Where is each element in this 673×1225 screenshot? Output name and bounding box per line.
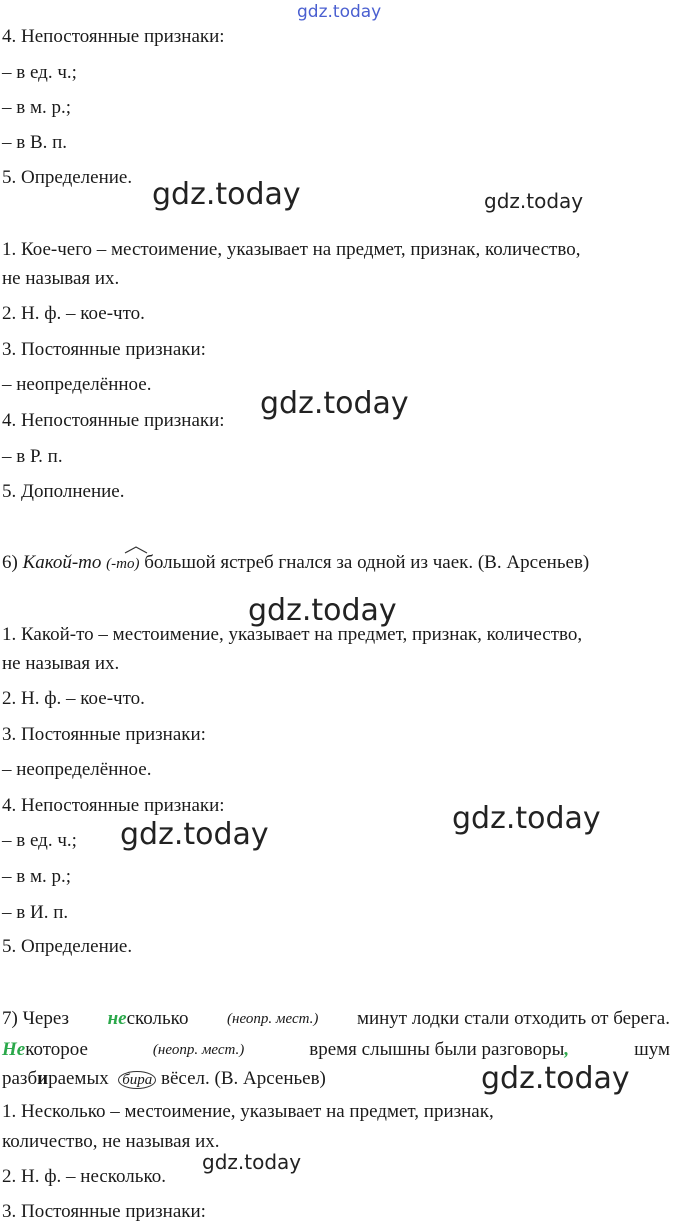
watermark: gdz.today bbox=[481, 1061, 630, 1096]
text-line: – в м. р.; bbox=[2, 866, 72, 887]
text-line: не называя их. bbox=[2, 268, 120, 289]
sentence-text: минут лодки стали отходить от берега. bbox=[356, 1008, 670, 1029]
text-line: 1. Кое-чего – местоимение, указывает на предмет, признак, количество, bbox=[2, 239, 581, 260]
watermark: gdz.today bbox=[484, 189, 584, 213]
prefix-highlight: Не bbox=[2, 1039, 26, 1060]
watermark: gdz.today bbox=[120, 817, 269, 852]
watermark: gdz.today bbox=[260, 386, 409, 421]
text-line: 2. Н. ф. – несколько. bbox=[2, 1166, 166, 1187]
analyzed-word: Какой-то bbox=[22, 552, 102, 573]
analyzed-word: разбираемых bbox=[2, 1068, 109, 1089]
text-line: 5. Дополнение. bbox=[2, 481, 125, 502]
grammar-note: (неопр. мест.) bbox=[227, 1011, 319, 1027]
text-line: – в м. р.; bbox=[2, 97, 72, 118]
text-line: – в ед. ч.; bbox=[2, 62, 77, 83]
root-note: бира bbox=[118, 1071, 156, 1089]
text-line: – в В. п. bbox=[2, 132, 68, 153]
analyzed-word: Некоторое bbox=[2, 1039, 88, 1060]
watermark: gdz.today bbox=[452, 801, 601, 836]
text-line: – в ед. ч.; bbox=[2, 830, 77, 851]
text-line: 1. Несколько – местоимение, указывает на предмет, признак, bbox=[2, 1101, 494, 1122]
text-line: 4. Непостоянные признаки: bbox=[2, 795, 225, 816]
text-line: не называя их. bbox=[2, 653, 120, 674]
text-line: – неопределённое. bbox=[2, 759, 152, 780]
sentence-text: время слышны были разговоры, bbox=[309, 1039, 570, 1060]
sentence-text: 7) Через bbox=[2, 1008, 70, 1029]
sentence-text: вёсел. (В. Арсеньев) bbox=[161, 1068, 326, 1089]
text-line: 3. Постоянные признаки: bbox=[2, 1201, 206, 1222]
text-line: 4. Непостоянные признаки: bbox=[2, 410, 225, 431]
grammar-note: (неопр. мест.) bbox=[152, 1042, 245, 1058]
text-line: – неопределённое. bbox=[2, 374, 152, 395]
watermark-top: gdz.today bbox=[297, 2, 382, 22]
morpheme-note: (-то) bbox=[106, 552, 139, 575]
text-line: 3. Постоянные признаки: bbox=[2, 339, 206, 360]
example-sentence-6 bbox=[2, 552, 589, 575]
prefix-highlight: не bbox=[107, 1008, 127, 1029]
text-line: 1. Какой-то – местоимение, указывает на предмет, признак, количество, bbox=[2, 624, 583, 645]
text-line: – в Р. п. bbox=[2, 446, 63, 467]
text-line: 5. Определение. bbox=[2, 167, 133, 188]
text-line: 3. Постоянные признаки: bbox=[2, 724, 206, 745]
text-line: – в И. п. bbox=[2, 902, 69, 923]
sentence-text: шум bbox=[634, 1039, 670, 1060]
example-sentence-7-line1 bbox=[2, 1008, 670, 1030]
watermark: gdz.today bbox=[152, 177, 301, 212]
text-line: количество, не называя их. bbox=[2, 1131, 220, 1152]
sentence-text: большой ястреб гнался за одной из чаек. (В. Арсеньев) bbox=[144, 552, 590, 573]
suffix-arch-icon bbox=[124, 546, 148, 554]
comma-highlight: , bbox=[564, 1039, 570, 1060]
text-line: 4. Непостоянные признаки: bbox=[2, 26, 225, 47]
watermark: gdz.today bbox=[202, 1150, 302, 1174]
text-line: 2. Н. ф. – кое-что. bbox=[2, 303, 145, 324]
text-line: 5. Определение. bbox=[2, 936, 133, 957]
example-sentence-7-line3 bbox=[2, 1068, 326, 1090]
text-line: 2. Н. ф. – кое-что. bbox=[2, 688, 145, 709]
example-sentence-7-line2 bbox=[2, 1039, 670, 1061]
sentence-number: 6) bbox=[2, 552, 18, 573]
analyzed-word: несколько bbox=[107, 1008, 189, 1029]
watermark: gdz.today bbox=[248, 593, 397, 628]
